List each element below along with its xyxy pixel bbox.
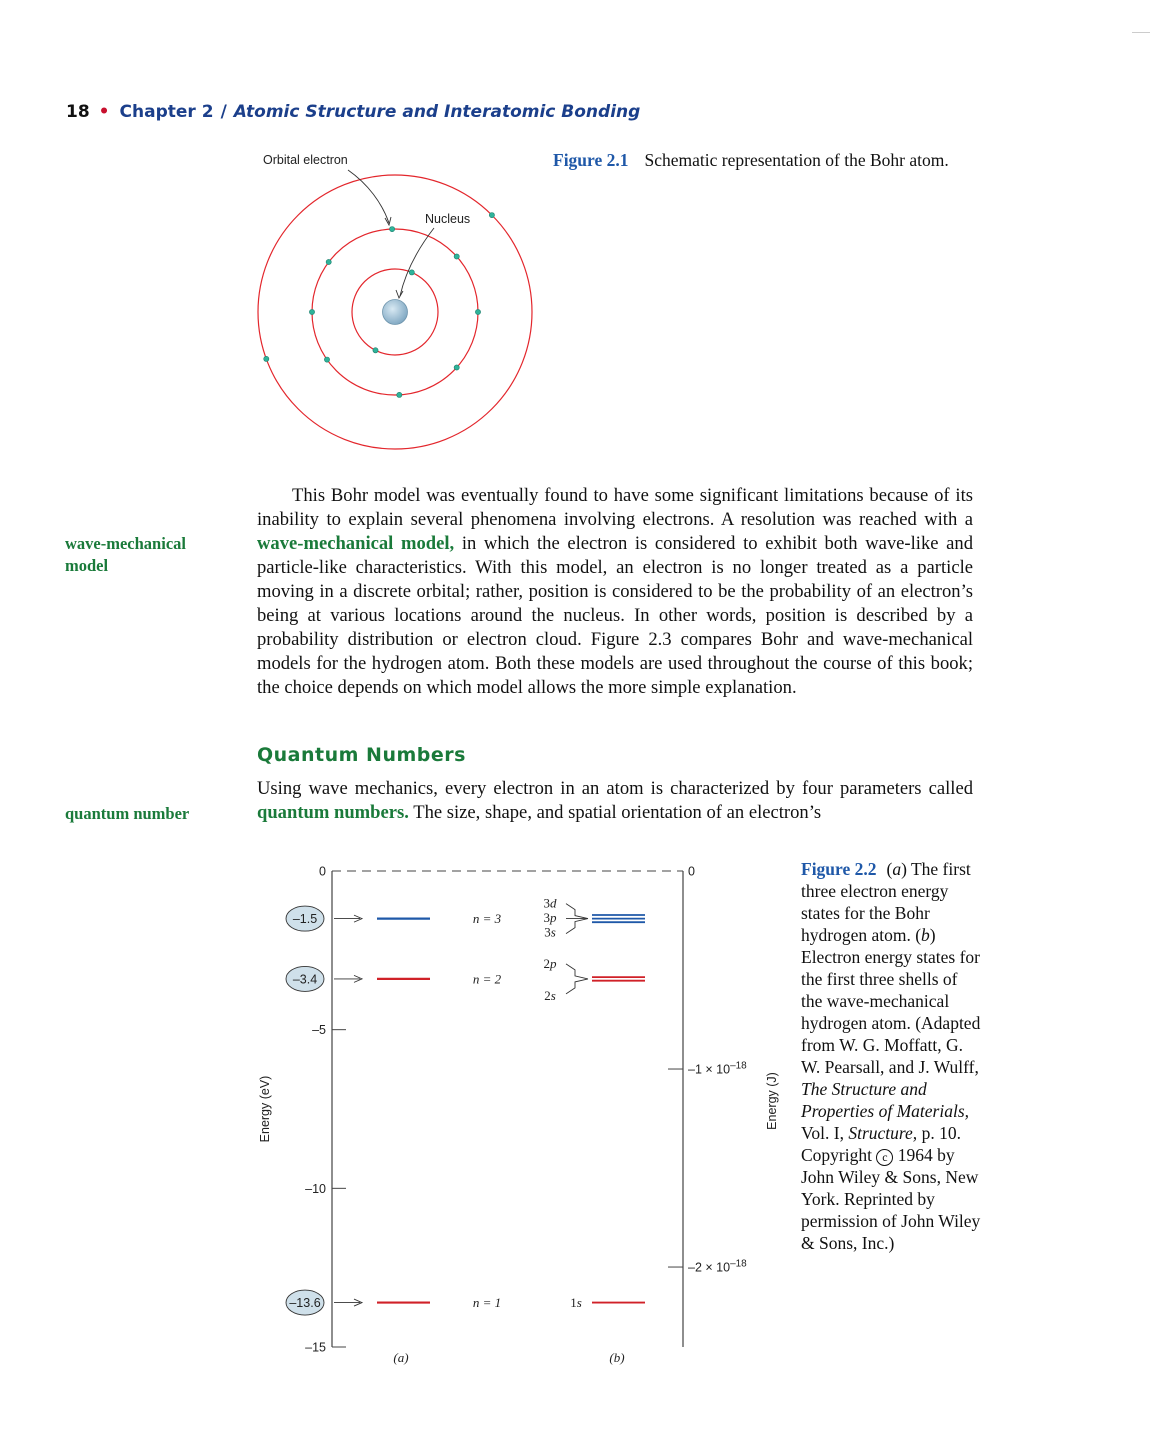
paragraph1-text-b: in which the electron is considered to exhibit both wave-like and particle-like characteristics. With this model, an electron is no longer treated as a particle moving in a discrete orbital; rather, position is considered to be the probability of an electron’s being at various locations around the nucleus. In other words, position is described by a probability distribution or electron cloud. Figure 2.3 compares Bohr and wave-mechanical models for the hydrogen atom. Both these models are used throughout the course of this book; the choice depends on which model allows the more simple explanation. — [257, 533, 973, 698]
panel-label-b: (b) — [609, 1350, 625, 1365]
figure-2-2-caption — [801, 858, 981, 1254]
paragraph2-text-b: The size, shape, and spatial orientation of an electron’s — [408, 802, 822, 823]
callout-orbital-electron: Orbital electron — [263, 153, 348, 167]
margin-term-wave-mechanical — [65, 533, 186, 577]
caption-text: b — [921, 925, 930, 945]
caption-text: a — [892, 859, 902, 879]
corner-mark — [1132, 32, 1150, 33]
paragraph-quantum-numbers — [257, 777, 973, 825]
bohr-atom-figure — [250, 148, 550, 458]
left-tick-label: 0 — [319, 864, 326, 879]
subshell-connector — [566, 904, 588, 919]
electron — [324, 357, 329, 362]
electron — [489, 213, 494, 218]
figure-2-1-label: Figure 2.1 — [553, 150, 629, 170]
keyword-quantum-numbers: quantum numbers. — [257, 802, 409, 823]
right-tick-label: $-2 \times 10^{-18}$ — [688, 1258, 747, 1275]
subshell-label: 2p — [543, 955, 557, 971]
page-number: 18 — [66, 102, 90, 122]
paragraph2-text-a: Using wave mechanics, every electron in an atom is characterized by four parameters called — [257, 778, 973, 799]
left-axis-label: Energy (eV) — [258, 1075, 272, 1143]
subshell-label: 3s — [544, 924, 556, 940]
chapter-label: Chapter 2 — [119, 102, 214, 122]
subshell-label: 3p — [543, 910, 557, 926]
caption-text: p. 10. Copyright — [801, 1123, 961, 1165]
electron — [264, 356, 269, 361]
section-heading: Quantum Numbers — [257, 744, 466, 766]
electron — [409, 270, 414, 275]
caption-text: 1964 by John Wiley & Sons, New York. Reprinted by permission of John Wiley & Sons, Inc.) — [801, 1145, 981, 1253]
nucleus-arrowhead — [396, 290, 403, 298]
panel-label-a: (a) — [393, 1350, 409, 1365]
left-tick-label: –10 — [305, 1181, 326, 1196]
right-axis-label: Energy (J) — [765, 1072, 779, 1130]
margin-term-line2: model — [65, 556, 109, 575]
paragraph-bohr-limitations — [257, 484, 973, 700]
electron — [475, 309, 480, 314]
paragraph1-text-a: This Bohr model was eventually found to have some significant limitations because of its inability to explain several phenomena involving electrons. A resolution was reached with a — [257, 485, 973, 530]
energy-value-label: –3.4 — [292, 972, 318, 987]
electron — [309, 309, 314, 314]
caption-text: ) Electron energy states for the first three shells of the wave-mechanical hydrogen atom. (Adapted from W. G. Moffatt, G. W. Pearsall, and J. Wulff, — [801, 925, 981, 1077]
electron — [390, 227, 395, 232]
right-tick-label: $-1 \times 10^{-18}$ — [688, 1060, 747, 1077]
header-bullet: • — [98, 102, 110, 122]
subshell-label: 2s — [544, 987, 556, 1003]
caption-text: ( — [886, 859, 893, 879]
running-header — [66, 102, 640, 122]
shell-label: n = 1 — [472, 1295, 502, 1311]
electron — [454, 365, 459, 370]
caption-text: Vol. I, — [801, 1123, 849, 1143]
subshell-connector — [566, 964, 588, 979]
figure-2-1-caption — [553, 149, 953, 171]
left-tick-label: –5 — [312, 1023, 326, 1038]
energy-value-label: –1.5 — [292, 912, 318, 927]
subshell-label: 1s — [570, 1295, 582, 1311]
caption-text: The Structure and Properties of Materials, — [801, 1079, 970, 1121]
electron — [373, 348, 378, 353]
shell-label: n = 2 — [472, 971, 502, 987]
electron — [454, 254, 459, 259]
subshell-connector — [566, 919, 588, 934]
electron — [326, 259, 331, 264]
subshell-connector — [566, 979, 588, 994]
right-tick-label: 0 — [688, 864, 695, 879]
keyword-wave-mechanical-model: wave-mechanical model, — [257, 533, 455, 554]
figure-2-1-text: Schematic representation of the Bohr atom. — [644, 150, 949, 170]
copyright-symbol: c — [876, 1149, 893, 1166]
figure-2-2-label: Figure 2.2 — [801, 859, 877, 879]
electron — [397, 392, 402, 397]
caption-text: ) The first three electron energy states for the Bohr hydrogen atom. ( — [801, 859, 971, 945]
shell-label: n = 3 — [472, 911, 502, 927]
energy-value-label: –13.6 — [289, 1296, 321, 1311]
header-separator: / — [220, 102, 227, 122]
left-tick-label: –15 — [305, 1340, 326, 1355]
energy-level-diagram — [250, 855, 790, 1375]
callout-nucleus: Nucleus — [425, 212, 471, 226]
nucleus — [383, 300, 408, 325]
chapter-title: Atomic Structure and Interatomic Bonding — [233, 102, 641, 122]
caption-text: Structure, — [848, 1123, 918, 1143]
subshell-label: 3d — [543, 895, 557, 911]
margin-term-quantum-number: quantum number — [65, 804, 190, 823]
margin-term-line1: wave-mechanical — [65, 534, 186, 553]
